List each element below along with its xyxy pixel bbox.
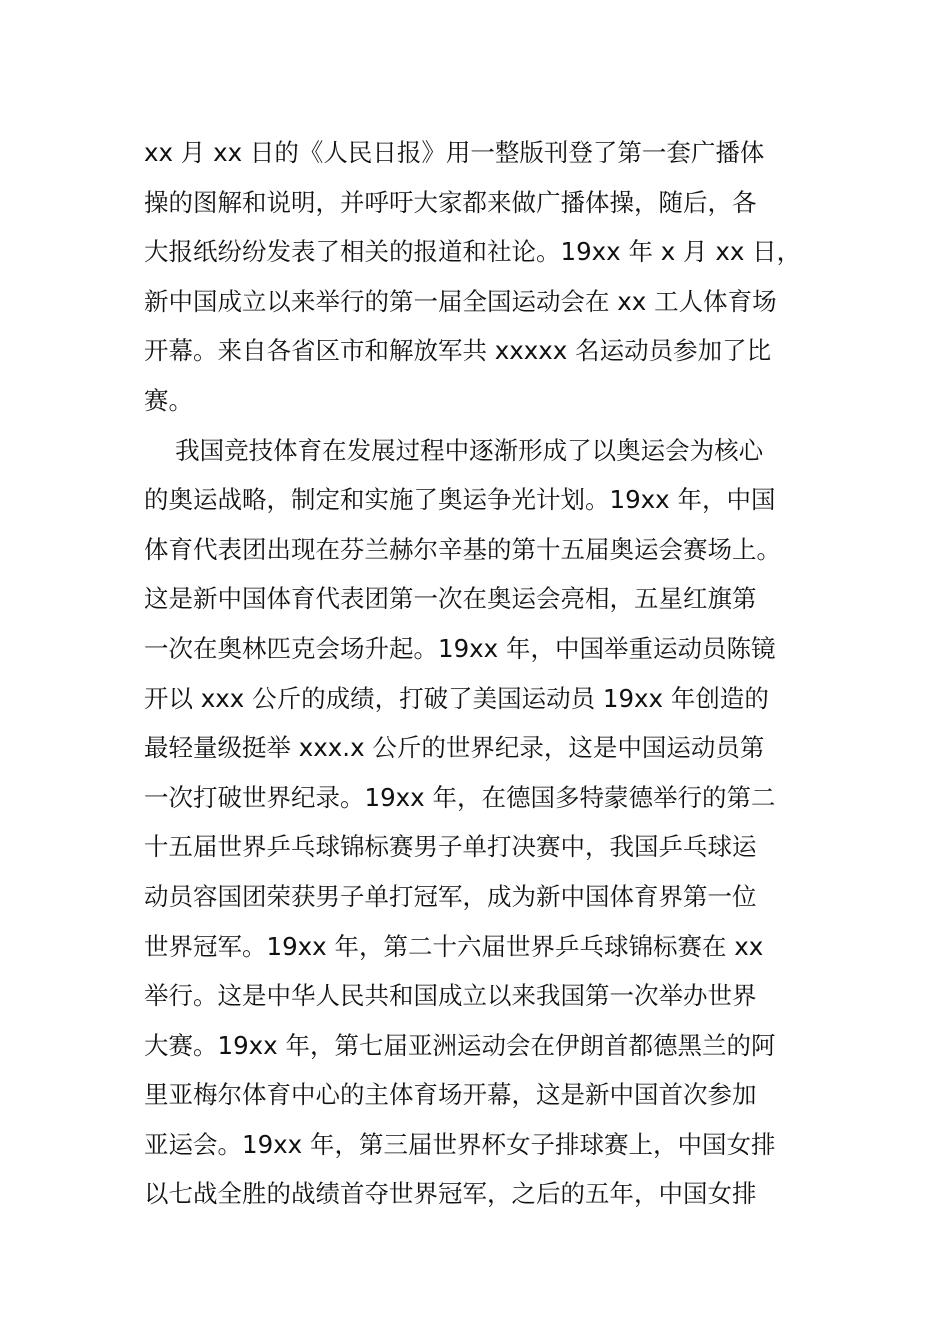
text-line: 里亚梅尔体育中心的主体育场开幕，这是新中国首次参加 [144, 1080, 757, 1110]
text-line: 一次打破世界纪录。19xx 年，在德国多特蒙德举行的第二 [144, 782, 776, 812]
text-line: 以七战全胜的战绩首夺世界冠军，之后的五年，中国女排 [144, 1179, 757, 1209]
document-body [144, 128, 814, 1219]
text-line: 开以 xxx 公斤的成绩，打破了美国运动员 19xx 年创造的 [144, 683, 769, 713]
text-line: 举行。这是中华人民共和国成立以来我国第一次举办世界 [144, 981, 757, 1011]
text-line: 一次在奥林匹克会场升起。19xx 年，中国举重运动员陈镜 [144, 633, 776, 663]
text-line: 大报纸纷纷发表了相关的报道和社论。19xx 年 x 月 xx 日， [144, 237, 802, 267]
text-line: 大赛。19xx 年，第七届亚洲运动会在伊朗首都德黑兰的阿 [144, 1030, 776, 1060]
text-line: 新中国成立以来举行的第一届全国运动会在 xx 工人体育场 [144, 286, 777, 316]
text-line: 体育代表团出现在芬兰赫尔辛基的第十五届奥运会赛场上。 [144, 534, 781, 564]
text-line: 动员容国团荣获男子单打冠军，成为新中国体育界第一位 [144, 881, 757, 911]
text-line: 开幕。来自各省区市和解放军共 xxxxx 名运动员参加了比 [144, 336, 772, 366]
text-line: 十五届世界乒乓球锦标赛男子单打决赛中，我国乒乓球运 [144, 832, 757, 862]
text-line: 亚运会。19xx 年，第三届世界杯女子排球赛上，中国女排 [144, 1129, 776, 1159]
text-line: 赛。 [144, 385, 193, 415]
text-line: 我国竞技体育在发展过程中逐渐形成了以奥运会为核心 [144, 435, 764, 465]
text-line: 的奥运战略，制定和实施了奥运争光计划。19xx 年，中国 [144, 485, 776, 515]
text-line: xx 月 xx 日的《人民日报》用一整版刊登了第一套广播体 [144, 138, 765, 167]
text-line: 这是新中国体育代表团第一次在奥运会亮相，五星红旗第 [144, 584, 757, 614]
text-line: 世界冠军。19xx 年，第二十六届世界乒乓球锦标赛在 xx [144, 931, 764, 961]
text-line: 操的图解和说明，并呼吁大家都来做广播体操，随后，各 [144, 187, 757, 217]
text-line: 最轻量级挺举 xxx.x 公斤的世界纪录，这是中国运动员第 [144, 733, 765, 763]
